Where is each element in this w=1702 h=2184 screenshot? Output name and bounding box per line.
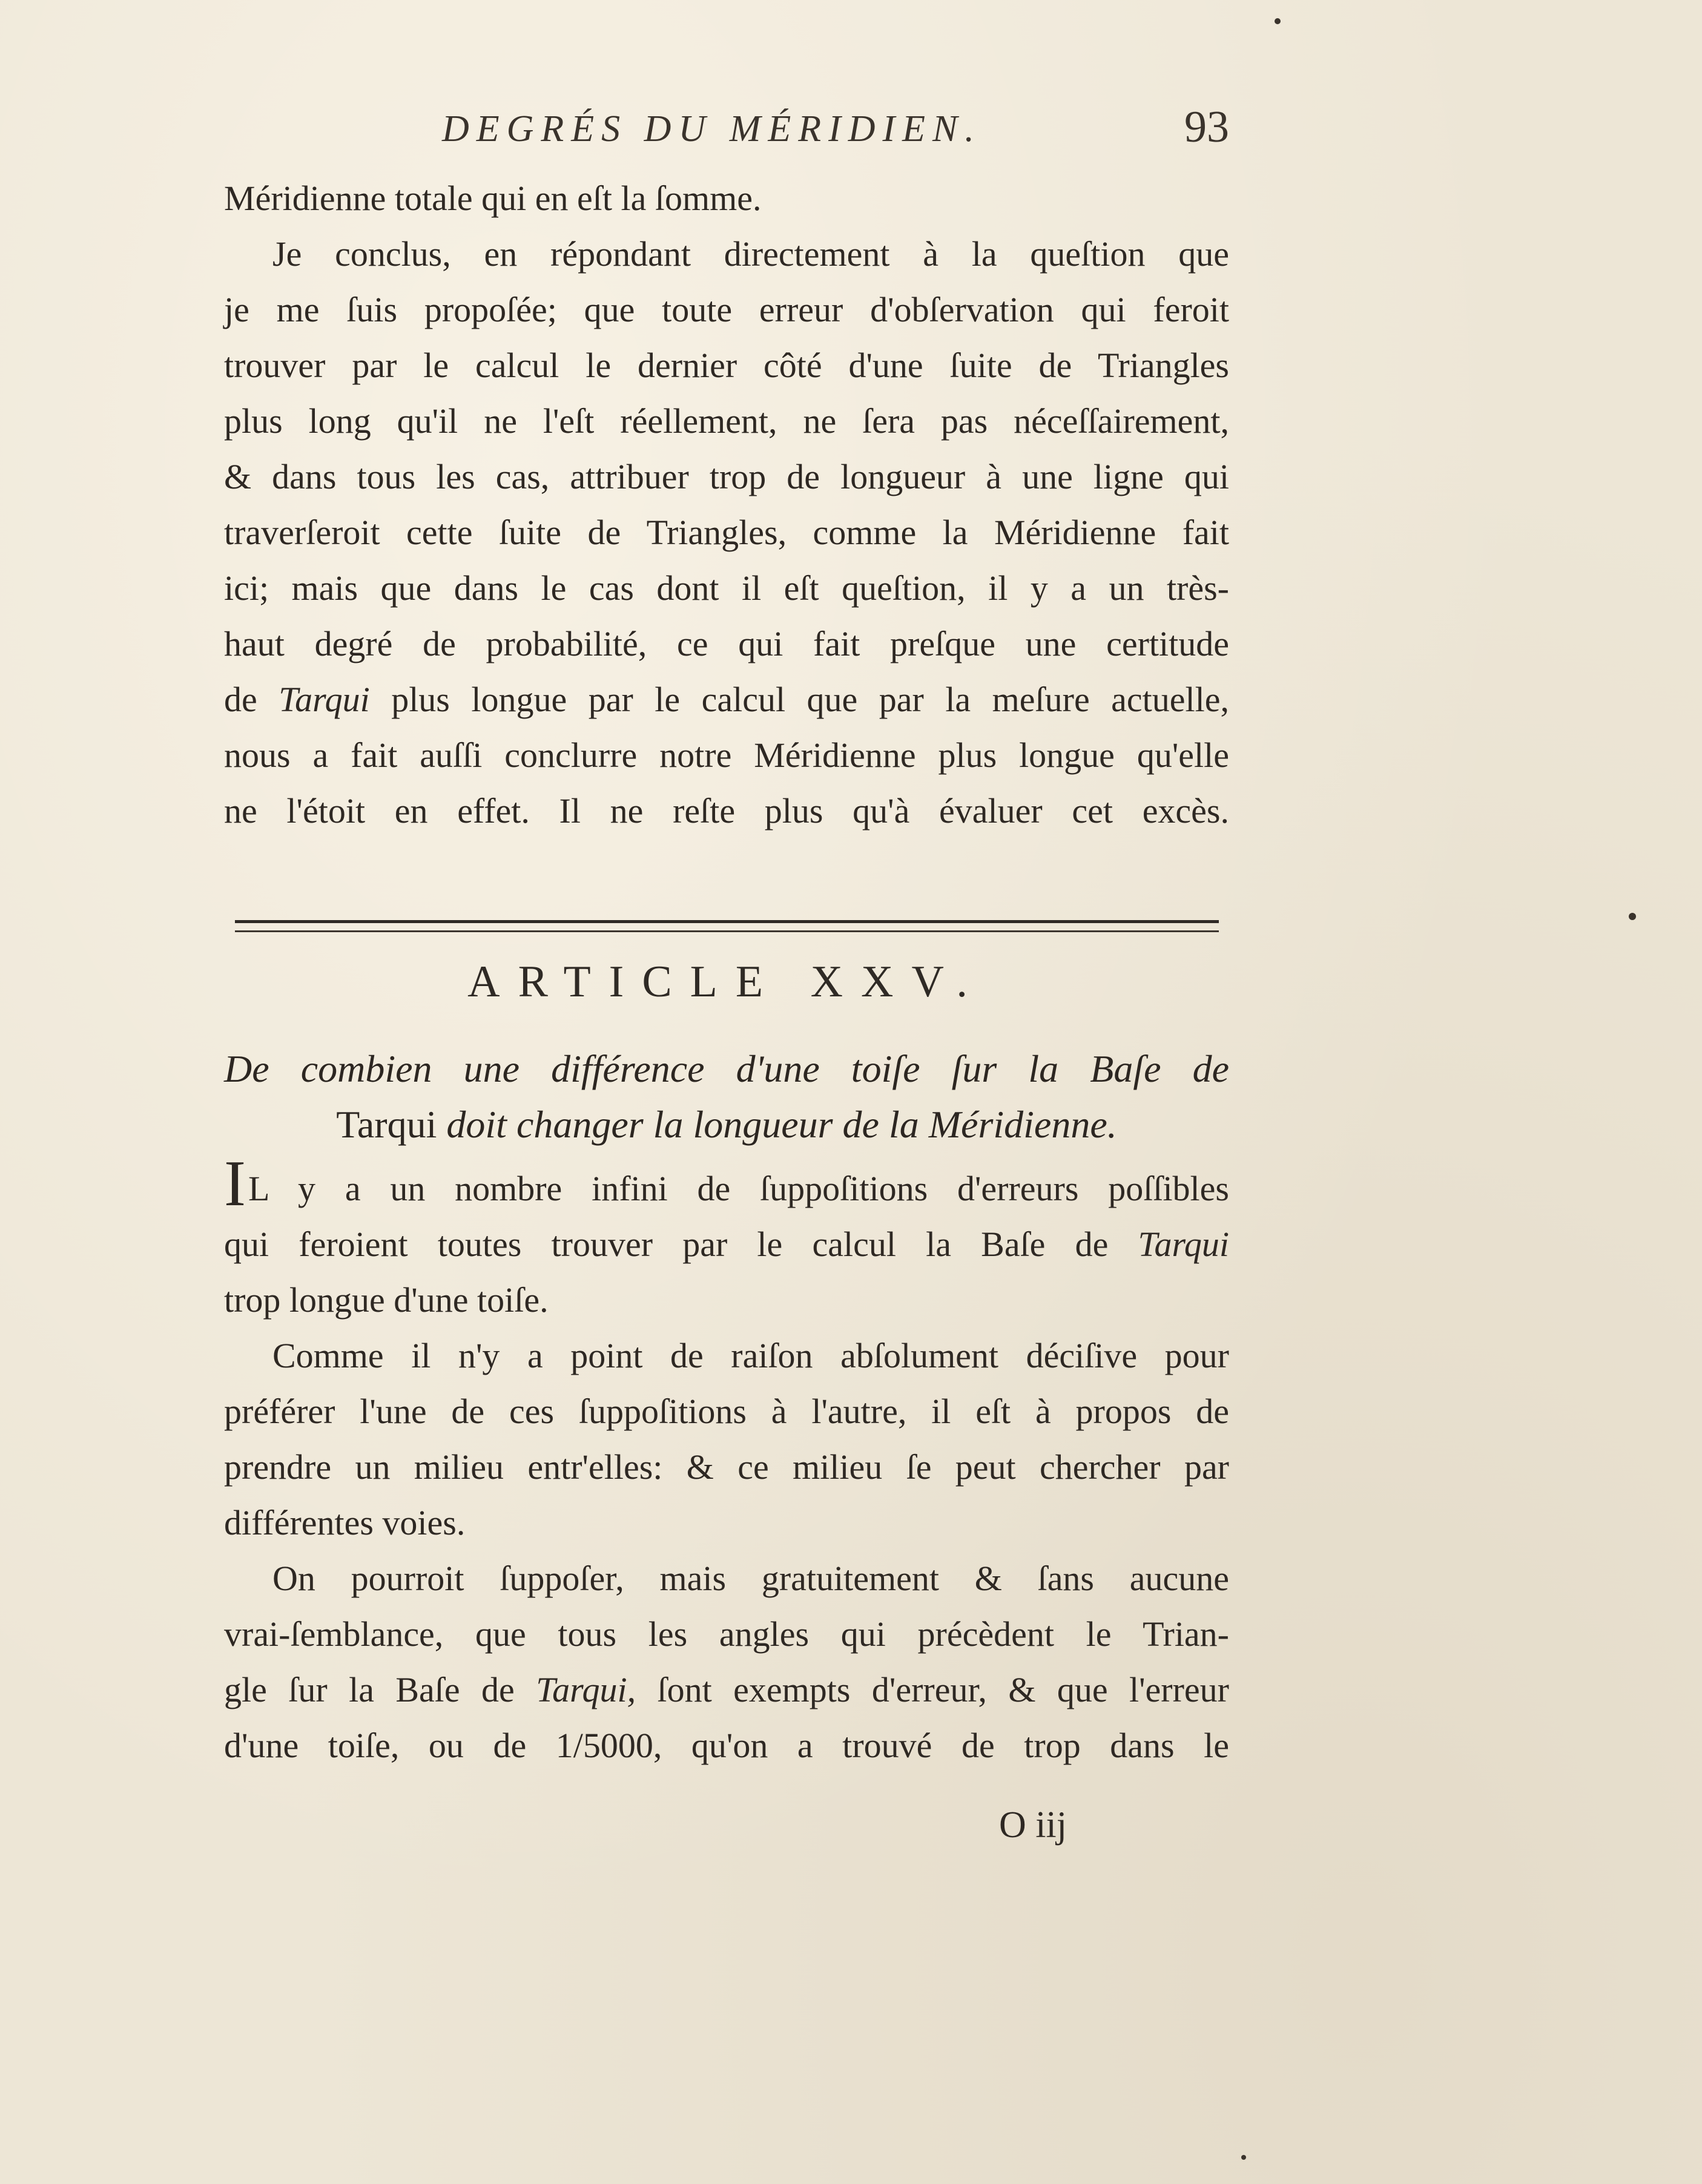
text-line: On pourroit ſuppoſer, mais gratuitement & ſans aucune: [272, 1559, 1229, 1598]
text-line: nous a fait auſſi conclurre notre Méridienne plus longue qu'elle: [224, 735, 1229, 775]
text-fragment: qui feroient toutes trouver par le calcul la Baſe de: [224, 1225, 1138, 1264]
drop-cap: I: [224, 1148, 246, 1220]
text-line: haut degré de probabilité, ce qui fait preſque une certitude: [224, 624, 1229, 663]
text-line: ne l'étoit en effet. Il ne reſte plus qu'à évaluer cet excès.: [224, 791, 1229, 831]
text-line: trop longue d'une toiſe.: [224, 1280, 549, 1320]
article-title: ARTICLE XXV.: [467, 957, 986, 1007]
text-fragment: plus longue par le calcul que par la meſure actuelle,: [369, 680, 1229, 719]
text-line: prendre un milieu entr'elles: & ce milieu ſe peut chercher par: [224, 1447, 1229, 1487]
section-divider: [235, 920, 1219, 932]
text-line: Comme il n'y a point de raiſon abſolument déciſive pour: [272, 1336, 1229, 1375]
text-line: Je conclus, en répondant directement à la queſtion que: [272, 234, 1229, 274]
text-line: traverſeroit cette ſuite de Triangles, comme la Méridienne fait: [224, 513, 1229, 552]
text-line: [224, 1148, 1229, 1220]
subtitle-italic: doit changer la longueur de la Méridienne.: [446, 1103, 1117, 1146]
text-line: différentes voies.: [224, 1503, 466, 1542]
text-line: [224, 1662, 1229, 1718]
text-line: d'une toiſe, ou de 1/5000, qu'on a trouvé de trop dans le: [224, 1726, 1229, 1765]
text-fragment: ſont exempts d'erreur, & que l'erreur: [636, 1670, 1229, 1709]
text-line: ici; mais que dans le cas dont il eſt queſtion, il y a un très-: [224, 568, 1229, 608]
text-fragment: de: [224, 680, 279, 719]
text-line: préférer l'une de ces ſuppoſitions à l'autre, il eſt à propos de: [224, 1392, 1229, 1431]
subtitle-line-2: [224, 1097, 1229, 1153]
text-line: plus long qu'il ne l'eſt réellement, ne ſera pas néceſſairement,: [224, 401, 1229, 441]
text-line: vrai-ſemblance, que tous les angles qui précèdent le Trian-: [224, 1614, 1229, 1654]
text-line: & dans tous les cas, attribuer trop de longueur à une ligne qui: [224, 457, 1229, 496]
paragraph-block-top: [224, 171, 1229, 839]
text-line: je me ſuis propoſée; que toute erreur d'obſervation qui feroit: [224, 290, 1229, 329]
italic-name: Tarqui: [1138, 1225, 1229, 1264]
italic-name: Tarqui: [279, 680, 370, 719]
article-subtitle: [224, 1041, 1229, 1153]
text-fragment: L y a un nombre infini de ſuppoſitions d'erreurs poſſibles: [248, 1169, 1229, 1208]
page-header: [224, 102, 1229, 168]
subtitle-roman: Tarqui: [336, 1103, 437, 1146]
text-line: trouver par le calcul le dernier côté d'une ſuite de Triangles: [224, 346, 1229, 385]
page-number: 93: [1184, 102, 1229, 152]
italic-name: Tarqui,: [536, 1670, 636, 1709]
text-fragment: gle ſur la Baſe de: [224, 1670, 536, 1709]
running-head: DEGRÉS DU MÉRIDIEN.: [442, 108, 981, 150]
text-line: Méridienne totale qui en eſt la ſomme.: [224, 179, 762, 218]
paper-speck: [1241, 2155, 1246, 2160]
text-line: [224, 672, 1229, 728]
paper-speck: [1629, 913, 1636, 920]
text-line: [224, 1217, 1229, 1272]
subtitle-line-1: De combien une différence d'une toiſe ſur la Baſe de: [224, 1047, 1229, 1090]
paper-speck: [1275, 18, 1281, 24]
paragraph-block-bottom: [224, 1148, 1229, 1774]
signature-mark: O iij: [999, 1804, 1067, 1846]
